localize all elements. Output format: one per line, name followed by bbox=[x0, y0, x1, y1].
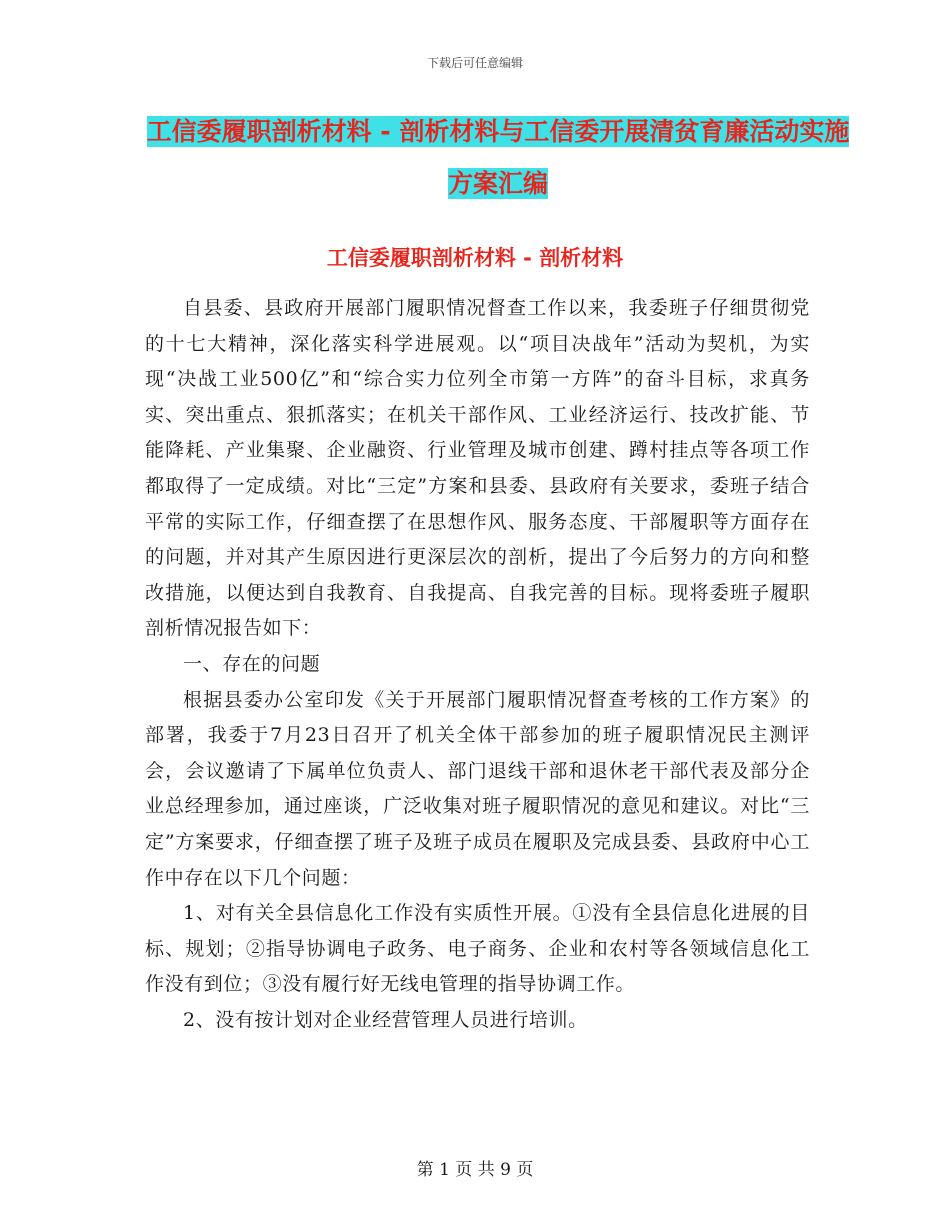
paragraph-item-1: 1、对有关全县信息化工作没有实质性开展。①没有全县信息化进展的目标、规划；②指导协调电子政务、电子商务、企业和农村等各领域信息化工作没有到位；③没有履行好无线电管理的指导协调工作。 bbox=[145, 902, 810, 996]
page-footer: 第 1 页 共 9 页 bbox=[416, 1160, 534, 1180]
paragraph-heading-problems: 一、存在的问题 bbox=[183, 652, 321, 675]
document-title-text: 工信委履职剖析材料 - 剖析材料与工信委开展清贫育廉活动实施方案汇编 bbox=[146, 117, 850, 198]
paragraph-intro: 自县委、县政府开展部门履职情况督查工作以来，我委班子仔细贯彻党的十七大精神，深化落实科学进展观。以“项目决战年”活动为契机，为实现“决战工业500亿”和“综合实力位列全市第一方阵”的奋斗目标，求真务实、突出重点、狠抓落实；在机关干部作风、工业经济运行、技改扩能、节能降耗、产业集聚、企业融资、行业管理及城市创建、蹲村挂点等各项工作都取得了一定成绩。对比“三定”方案和县委、县政府有关要求，委班子结合平常的实际工作，仔细查摆了在思想作风、服务态度、干部履职等方面存在的问题，并对其产生原因进行更深层次的剖析，提出了今后努力的方向和整改措施，以便达到自我教育、自我提高、自我完善的目标。现将委班子履职剖析情况报告如下： bbox=[145, 297, 810, 640]
header-note: 下载后可任意编辑 bbox=[426, 56, 523, 70]
paragraph-problems: 根据县委办公室印发《关于开展部门履职情况督查考核的工作方案》的部署，我委于7月23日召开了机关全体干部参加的班子履职情况民主测评会，会议邀请了下属单位负责人、部门退线干部和退休老干部代表及部分企业总经理参加，通过座谈，广泛收集对班子履职情况的意见和建议。对比“三定”方案要求，仔细查摆了班子及班子成员在履职及完成县委、县政府中心工作中存在以下几个问题： bbox=[145, 688, 810, 889]
section-title: 工信委履职剖析材料 - 剖析材料 bbox=[326, 246, 624, 270]
document-body bbox=[145, 291, 810, 1038]
paragraph-item-2: 2、没有按计划对企业经营管理人员进行培训。 bbox=[183, 1008, 588, 1031]
document-title bbox=[140, 106, 856, 210]
